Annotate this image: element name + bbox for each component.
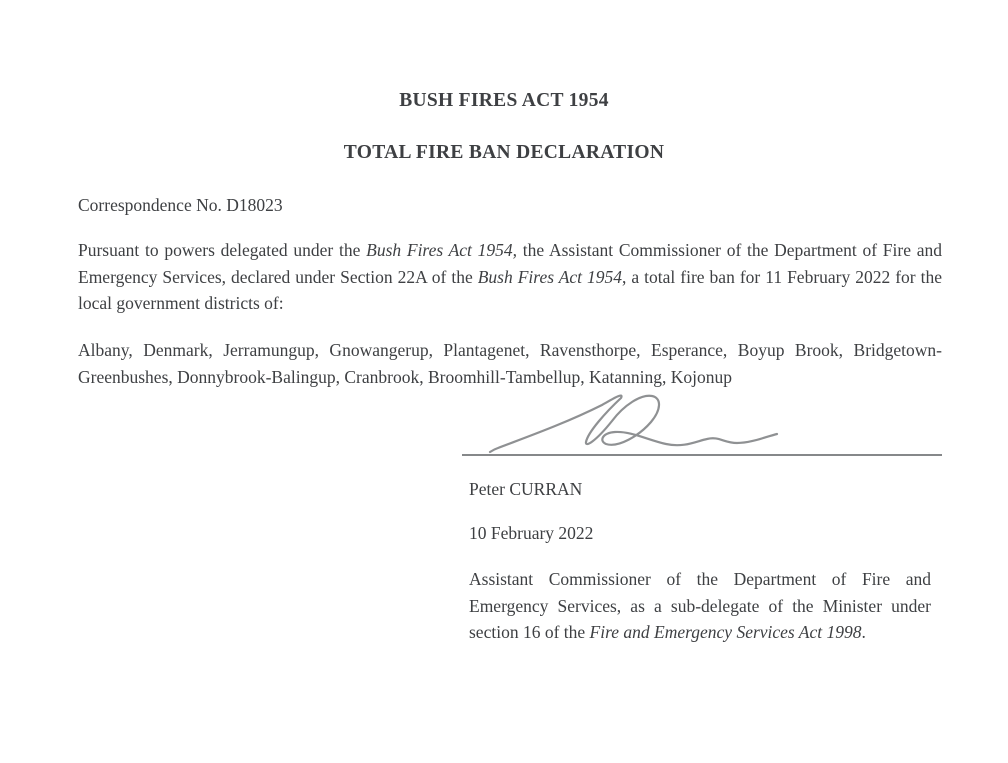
- document-title: BUSH FIRES ACT 1954: [399, 90, 609, 111]
- signatory-name: Peter CURRAN: [469, 479, 583, 499]
- signature-date: 10 February 2022: [469, 523, 594, 543]
- text-segment: .: [861, 622, 866, 642]
- declaration-paragraph: [78, 237, 942, 317]
- text-segment: Assistant Commissioner of the Department of Fire and Emergency Services, as a sub-delegate of the Minister under section 16 of the: [469, 569, 931, 642]
- text-segment: Bush Fires Act 1954,: [366, 240, 518, 260]
- signature-stroke: [490, 396, 777, 452]
- signature-image: [460, 390, 950, 460]
- document-subtitle: TOTAL FIRE BAN DECLARATION: [343, 142, 665, 163]
- text-segment: Fire and Emergency Services Act 1998: [589, 622, 862, 642]
- text-segment: , a total fire ban for 11 February 2022 for the local government districts of:: [78, 266, 943, 313]
- signatory-title: [469, 566, 931, 646]
- text-segment: Pursuant to powers delegated under the: [78, 240, 367, 260]
- text-segment: Bush Fires Act 1954: [477, 266, 623, 287]
- districts-list: Albany, Denmark, Jerramungup, Gnowangerup, Plantagenet, Ravensthorpe, Esperance, Boyup Brook, Bridgetown-Greenbushes, Donnybrook-Balingup, Cranbrook, Broomhill-Tambellup, Katanning, Kojonup: [78, 340, 942, 387]
- text-segment: the Assistant Commissioner of the Department of Fire and Emergency Services, declared under Section 22A of the: [78, 240, 942, 287]
- correspondence-number: Correspondence No. D18023: [78, 195, 283, 215]
